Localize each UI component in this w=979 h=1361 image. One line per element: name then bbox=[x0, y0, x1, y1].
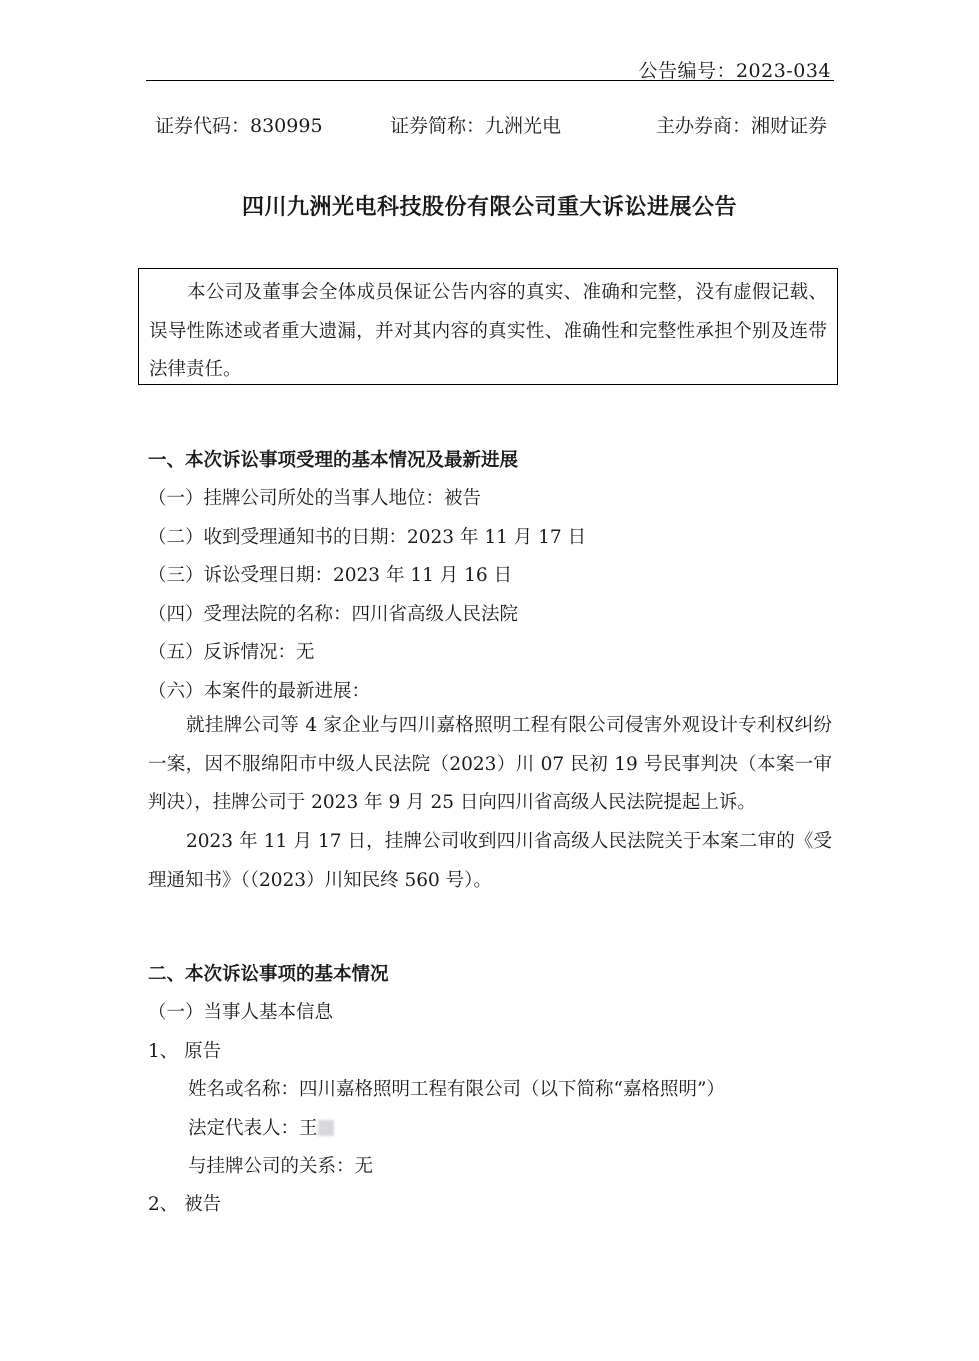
header-rule bbox=[146, 80, 834, 81]
progress-paragraph-1: 就挂牌公司等 4 家企业与四川嘉格照明工程有限公司侵害外观设计专利权纠纷一案，因不服绵阳市中级人民法院（2023）川 07 民初 19 号民事判决（本案一审判决），挂牌公司于 2023 年 9 月 25 日向四川省高级人民法院提起上诉。 bbox=[148, 715, 832, 813]
progress-paragraph-2: 2023 年 11 月 17 日，挂牌公司收到四川省高级人民法院关于本案二审的《受理通知书》（（2023）川知民终 560 号）。 bbox=[148, 831, 832, 891]
plaintiff-label: 1、 原告 bbox=[148, 1041, 222, 1062]
legal-representative bbox=[188, 1114, 334, 1140]
document-title: 四川九洲光电科技股份有限公司重大诉讼进展公告 bbox=[241, 195, 737, 220]
s1-item-court-name: （四）受理法院的名称：四川省高级人民法院 bbox=[148, 604, 519, 625]
announcement-number: 公告编号：2023-034 bbox=[638, 60, 831, 82]
securities-code: 证券代码：830995 bbox=[155, 115, 323, 137]
s1-item-party-status: （一）挂牌公司所处的当事人地位：被告 bbox=[148, 488, 482, 509]
board-guarantee-notice: 本公司及董事会全体成员保证公告内容的真实、准确和完整，没有虚假记载、误导性陈述或者重大遗漏，并对其内容的真实性、准确性和完整性承担个别及连带法律责任。 bbox=[138, 268, 838, 385]
s2-party-info-heading: （一）当事人基本信息 bbox=[148, 1002, 334, 1023]
s1-item-notice-date: （二）收到受理通知书的日期：2023 年 11 月 17 日 bbox=[148, 527, 587, 548]
section-1-heading: 一、本次诉讼事项受理的基本情况及最新进展 bbox=[148, 450, 519, 471]
s1-item-counterclaim: （五）反诉情况：无 bbox=[148, 642, 315, 663]
s1-item-latest-progress: （六）本案件的最新进展： bbox=[148, 681, 371, 702]
securities-abbreviation: 证券简称：九洲光电 bbox=[390, 115, 562, 137]
legal-representative-text: 法定代表人：王 bbox=[188, 1118, 318, 1139]
section-2-heading: 二、本次诉讼事项的基本情况 bbox=[148, 964, 389, 985]
s1-item-acceptance-date: （三）诉讼受理日期：2023 年 11 月 16 日 bbox=[148, 565, 513, 586]
plaintiff-name: 姓名或名称：四川嘉格照明工程有限公司（以下简称“嘉格照明”） bbox=[188, 1079, 725, 1100]
defendant-label: 2、 被告 bbox=[148, 1194, 222, 1215]
redaction-mark bbox=[318, 1120, 334, 1136]
sponsor-broker: 主办券商：湘财证券 bbox=[655, 115, 827, 137]
relation-to-company: 与挂牌公司的关系：无 bbox=[188, 1156, 374, 1177]
